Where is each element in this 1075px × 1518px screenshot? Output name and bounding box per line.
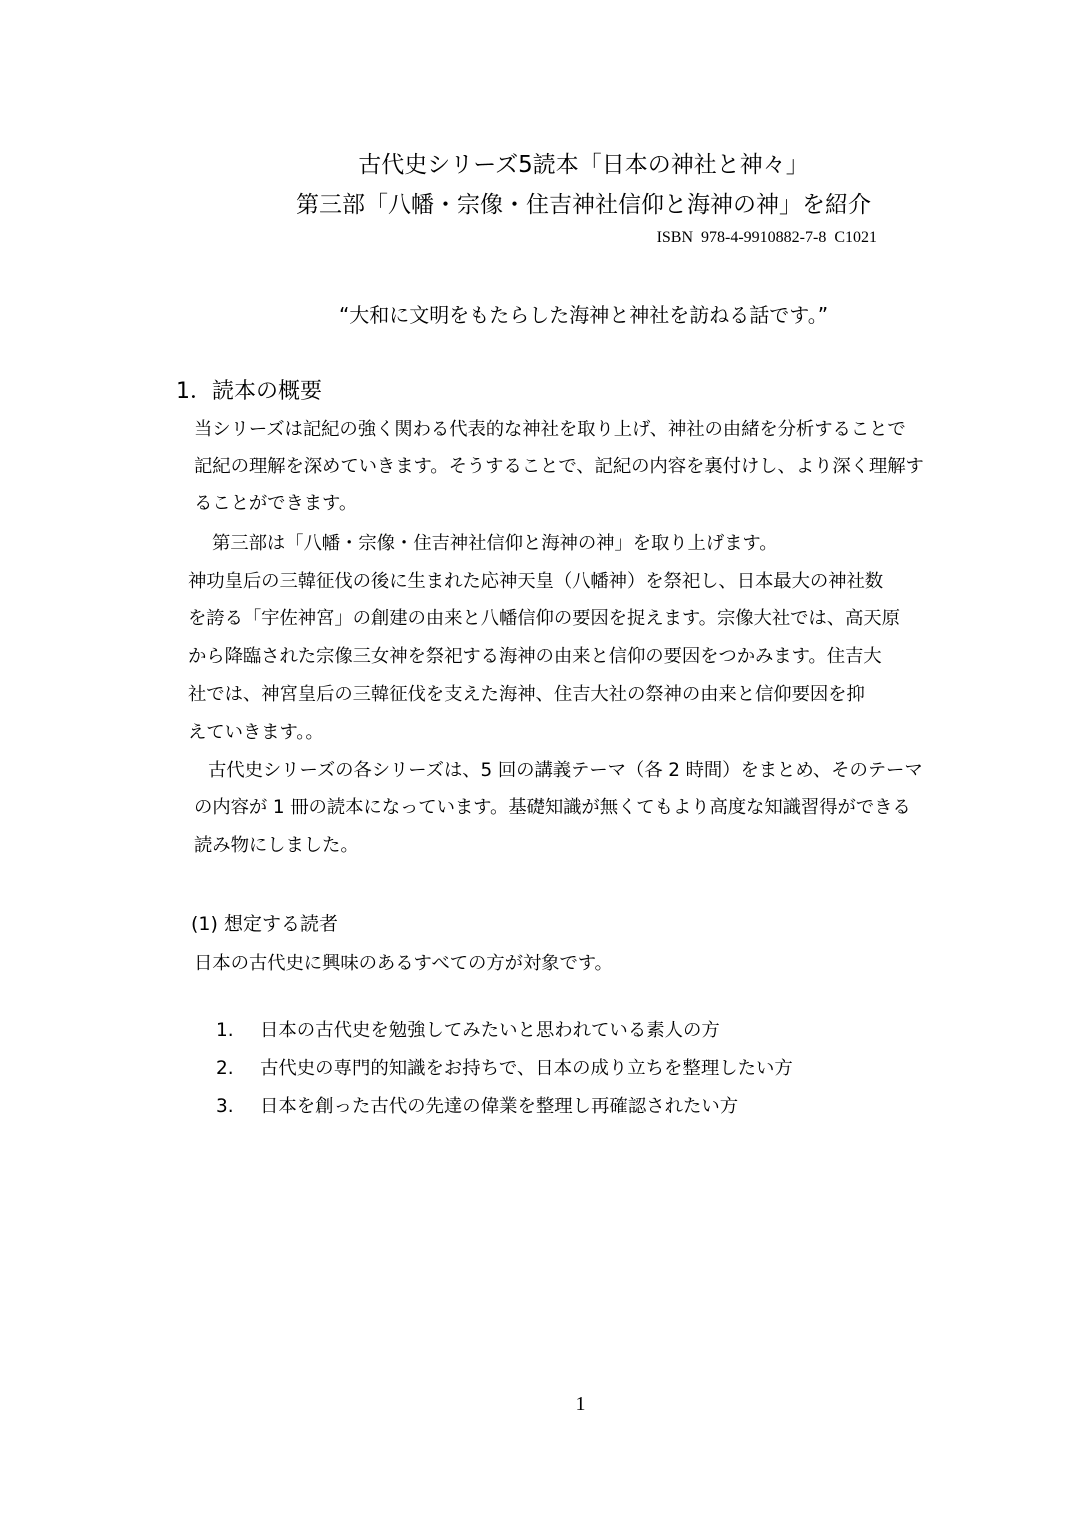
body-text-line: 当シリーズは記紀の強く関わる代表的な神社を取り上げ、神社の由緒を分析することで [194,419,906,440]
document-title-line2: 第三部「八幡・宗像・住吉神社信仰と海神の神」を紹介 [296,192,871,218]
list-item-text: 古代史の専門的知識をお持ちで、日本の成り立ちを整理したい方 [260,1058,793,1079]
body-text-line: 神功皇后の三韓征伐の後に生まれた応神天皇（八幡神）を祭祀し、日本最大の神社数 [188,571,884,592]
subsection-heading-readers: (1) 想定する読者 [191,913,338,935]
list-item [216,1016,720,1042]
isbn-code: ISBN 978-4-9910882-7-8 C1021 [656,229,877,246]
body-text-line: の内容が 1 冊の読本になっています。基礎知識が無くてもより高度な知識習得ができる [194,797,911,818]
list-item-number: 1. [216,1020,234,1041]
list-item-text: 日本の古代史を勉強してみたいと思われている素人の方 [260,1020,720,1041]
document-title-line1: 古代史シリーズ5読本「日本の神社と神々」 [358,152,809,178]
body-text-line: 古代史シリーズの各シリーズは、5 回の講義テーマ（各 2 時間）をまとめ、そのテーマ [208,760,923,781]
list-item [216,1054,793,1080]
readers-intro: 日本の古代史に興味のあるすべての方が対象です。 [194,953,613,974]
page-number: 1 [575,1393,586,1415]
body-text-line: 記紀の理解を深めていきます。そうすることで、記紀の内容を裏付けし、より深く理解す [194,456,924,477]
list-item-text: 日本を創った古代の先達の偉業を整理し再確認されたい方 [260,1096,739,1117]
body-text-line: を誇る「宇佐神宮」の創建の由来と八幡信仰の要因を捉えます。宗像大社では、高天原 [188,608,900,629]
body-text-line: 読み物にしました。 [194,835,359,856]
list-item-number: 3. [216,1096,234,1117]
list-item-number: 2. [216,1058,234,1079]
body-text-line: ることができます。 [194,493,358,514]
body-text-line: えていきます。。 [188,722,324,743]
list-item [216,1092,738,1118]
tagline: “大和に文明をもたらした海神と神社を訪ねる話です。” [338,303,829,327]
body-text-line: 第三部は「八幡・宗像・住吉神社信仰と海神の神」を取り上げます。 [212,533,778,554]
body-text-line: から降臨された宗像三女神を祭祀する海神の由来と信仰の要因をつかみます。住吉大 [188,646,882,667]
body-text-line: 社では、神宮皇后の三韓征伐を支えた海神、住吉大社の祭神の由来と信仰要因を抑 [188,684,865,705]
section-heading-overview: 1．読本の概要 [176,379,322,404]
